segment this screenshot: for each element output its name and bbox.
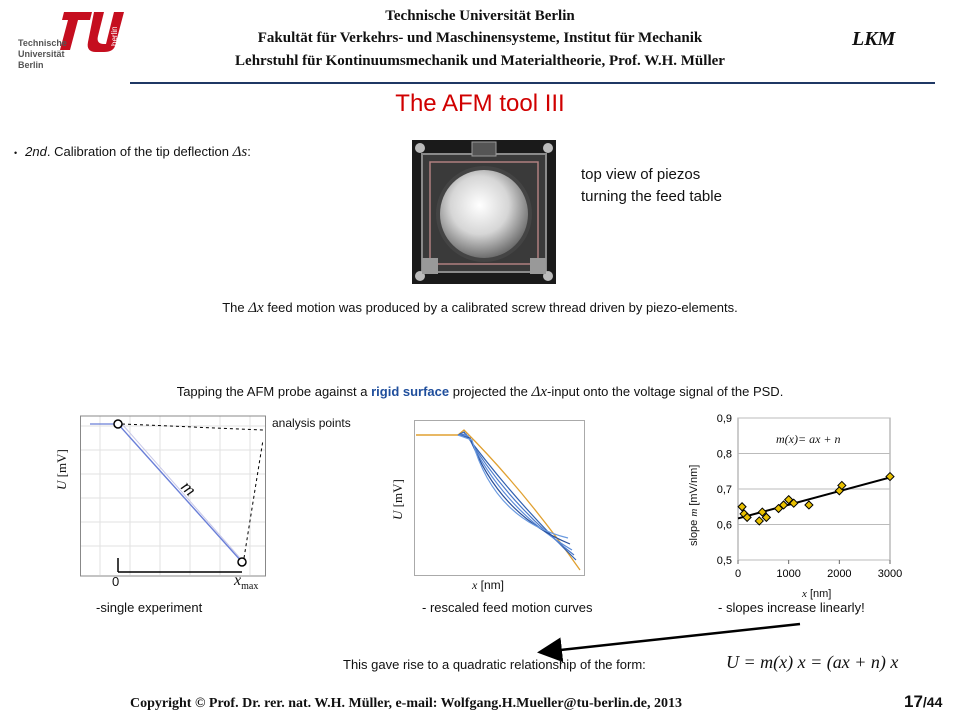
tap-mid: projected the xyxy=(449,384,532,399)
piezo-top-view-image xyxy=(412,140,556,284)
slope-ylabel-var: m xyxy=(688,508,700,517)
panel1-caption: -single experiment xyxy=(96,600,203,615)
panel1-ylabel-var: U xyxy=(54,480,69,490)
panel2-caption: - rescaled feed motion curves xyxy=(422,600,593,615)
slope-xlabel-unit: [nm] xyxy=(809,588,832,600)
data-point xyxy=(886,473,894,481)
slope-equation-text: m(x)= ax + n xyxy=(776,432,841,446)
page-current: 17 xyxy=(904,692,923,711)
bullet-dot: • xyxy=(14,147,18,158)
panel2-xlabel xyxy=(472,578,504,593)
y-tick-label: 0,5 xyxy=(716,555,732,567)
piezo-caption-line-1: top view of piezos xyxy=(581,166,701,183)
conclusion-formula: U = m(x) x = (ax + n) x xyxy=(726,652,899,672)
x-tick-label: 2000 xyxy=(827,568,852,580)
footer-copyright: Copyright © Prof. Dr. rer. nat. W.H. Müller, e-mail: Wolfgang.H.Mueller@tu-berlin.de, 2013 xyxy=(130,696,682,711)
page-number xyxy=(904,692,942,712)
header-chair: Lehrstuhl für Kontinuumsmechanik und Materialtheorie, Prof. W.H. Müller xyxy=(235,53,725,69)
tapping-text xyxy=(0,384,960,401)
panel1-x-zero: 0 xyxy=(112,574,120,589)
x-tick-label: 0 xyxy=(734,568,742,580)
header-faculty: Fakultät für Verkehrs- und Maschinensysteme, Institut für Mechanik xyxy=(257,30,703,46)
slope-ylabel xyxy=(688,465,700,546)
feed-pre: The xyxy=(222,300,249,315)
slope-label-m: m xyxy=(177,476,201,500)
panel1-x-max xyxy=(234,572,258,592)
slope-ylabel-pre: slope xyxy=(688,519,700,546)
header-university: Technische Universität Berlin xyxy=(385,8,575,24)
piezo-caption xyxy=(581,164,722,208)
logo-text-line: Technische xyxy=(18,38,67,48)
x-tick-label: 3000 xyxy=(877,568,903,580)
rescaled-curves-plot xyxy=(414,420,586,580)
panel1-ylabel xyxy=(54,449,70,490)
panel1-x-max-sub: max xyxy=(241,581,259,593)
data-point xyxy=(738,503,746,511)
slope-xlabel xyxy=(802,588,831,600)
data-point xyxy=(805,501,813,509)
bullet-end: : xyxy=(247,144,251,159)
bullet-symbol: Δs xyxy=(232,144,248,160)
panel2-ylabel-var: U xyxy=(390,510,405,520)
x-tick-label: 1000 xyxy=(776,568,801,580)
lkm-logo: LKM xyxy=(852,28,896,50)
conclusion-text: This gave rise to a quadratic relationship of the form: xyxy=(343,657,646,672)
y-tick-label: 0,6 xyxy=(716,519,732,532)
feed-symbol: Δx xyxy=(248,300,264,316)
logo-text-line: Berlin xyxy=(18,60,44,70)
page-total: /44 xyxy=(922,694,943,710)
feed-post: feed motion was produced by a calibrated screw thread driven by piezo-elements. xyxy=(263,300,738,315)
data-point xyxy=(755,517,763,525)
tap-symbol: Δx xyxy=(531,384,547,400)
y-tick-label: 0,8 xyxy=(716,448,732,461)
y-tick-label: 0,9 xyxy=(716,413,732,425)
slope-xlabel-var: x xyxy=(802,588,807,600)
bullet-text: . Calibration of the tip deflection xyxy=(46,144,233,159)
panel2-ylabel-unit: [mV] xyxy=(390,479,405,508)
slope-ylabel-unit: [mV/nm] xyxy=(688,464,700,506)
tap-post: -input onto the voltage signal of the PSD. xyxy=(546,384,784,399)
bullet-calibration xyxy=(14,144,251,161)
piezo-photo xyxy=(412,140,556,284)
panel2-ylabel xyxy=(390,479,406,520)
panel-rescaled-curves xyxy=(414,420,586,580)
panel1-x-max-var: x xyxy=(234,572,242,589)
y-tick-label: 0,7 xyxy=(716,484,732,496)
logo-vertical-text: berlin xyxy=(110,26,119,46)
tap-highlight: rigid surface xyxy=(371,384,450,399)
logo-text-line: Universität xyxy=(18,49,65,59)
bullet-prefix: 2nd xyxy=(25,144,47,159)
panel2-xlabel-unit: [nm] xyxy=(480,578,505,592)
panel3-caption: - slopes increase linearly! xyxy=(718,600,865,615)
slope-equation xyxy=(776,432,841,447)
header-divider xyxy=(130,82,935,84)
piezo-caption-line-2: turning the feed table xyxy=(581,188,722,205)
panel1-ylabel-unit: [mV] xyxy=(54,449,69,478)
analysis-points-label: analysis points xyxy=(272,416,351,430)
feed-motion-text xyxy=(0,300,960,317)
panel2-xlabel-var: x xyxy=(472,578,478,592)
slide-title: The AFM tool III xyxy=(395,90,565,117)
tap-pre: Tapping the AFM probe against a xyxy=(176,384,372,399)
